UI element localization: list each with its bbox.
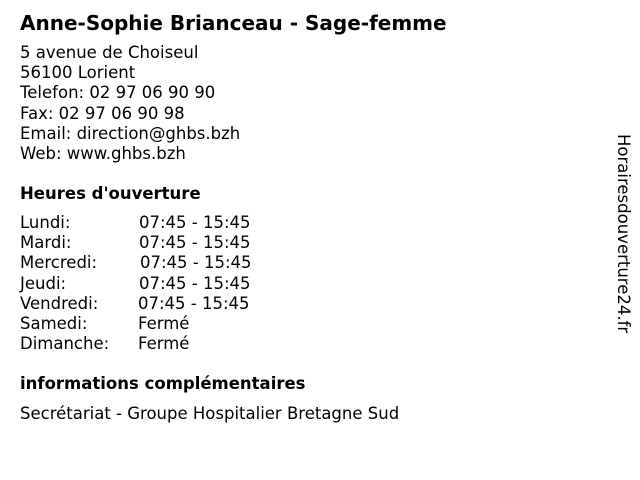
hours-value: 07:45 - 15:45: [140, 253, 252, 273]
street-address: 5 avenue de Choiseul: [20, 43, 199, 62]
additional-info-text: Secrétariat - Groupe Hospitalier Bretagne Sud: [20, 404, 400, 423]
hours-row-thursday: [20, 274, 320, 294]
hours-value: 07:45 - 15:45: [138, 293, 250, 313]
hours-value: Fermé: [138, 313, 190, 333]
hours-row-friday: [20, 294, 320, 314]
hours-row-tuesday: [20, 233, 320, 253]
website: Web: www.ghbs.bzh: [20, 143, 186, 163]
opening-hours-heading: Heures d'ouverture: [20, 184, 201, 203]
hours-value: 07:45 - 15:45: [139, 273, 251, 293]
day-label: Samedi:: [20, 313, 88, 333]
email-address: Email: direction@ghbs.bzh: [20, 123, 241, 143]
hours-row-wednesday: [20, 253, 320, 273]
hours-row-sunday: [20, 334, 320, 354]
hours-value: 07:45 - 15:45: [139, 233, 251, 253]
day-label: Mardi:: [20, 233, 72, 253]
phone-number: Telefon: 02 97 06 90 90: [20, 83, 216, 103]
city-address: 56100 Lorient: [20, 63, 136, 83]
hours-value: Fermé: [138, 334, 190, 354]
opening-hours-table: [20, 213, 320, 354]
fax-number: Fax: 02 97 06 90 98: [20, 103, 185, 123]
hours-row-monday: [20, 213, 320, 233]
day-label: Vendredi:: [20, 293, 99, 313]
hours-value: 07:45 - 15:45: [139, 213, 251, 232]
day-label: Mercredi:: [20, 253, 98, 273]
page-title: Anne-Sophie Brianceau - Sage-femme: [20, 11, 447, 35]
day-label: Lundi:: [20, 213, 71, 232]
day-label: Dimanche:: [20, 334, 110, 354]
day-label: Jeudi:: [20, 273, 67, 293]
hours-row-saturday: [20, 314, 320, 334]
contact-block: [20, 43, 240, 164]
site-watermark: Horairesdouverture24.fr: [614, 134, 633, 334]
additional-info-heading: informations complémentaires: [20, 374, 306, 393]
